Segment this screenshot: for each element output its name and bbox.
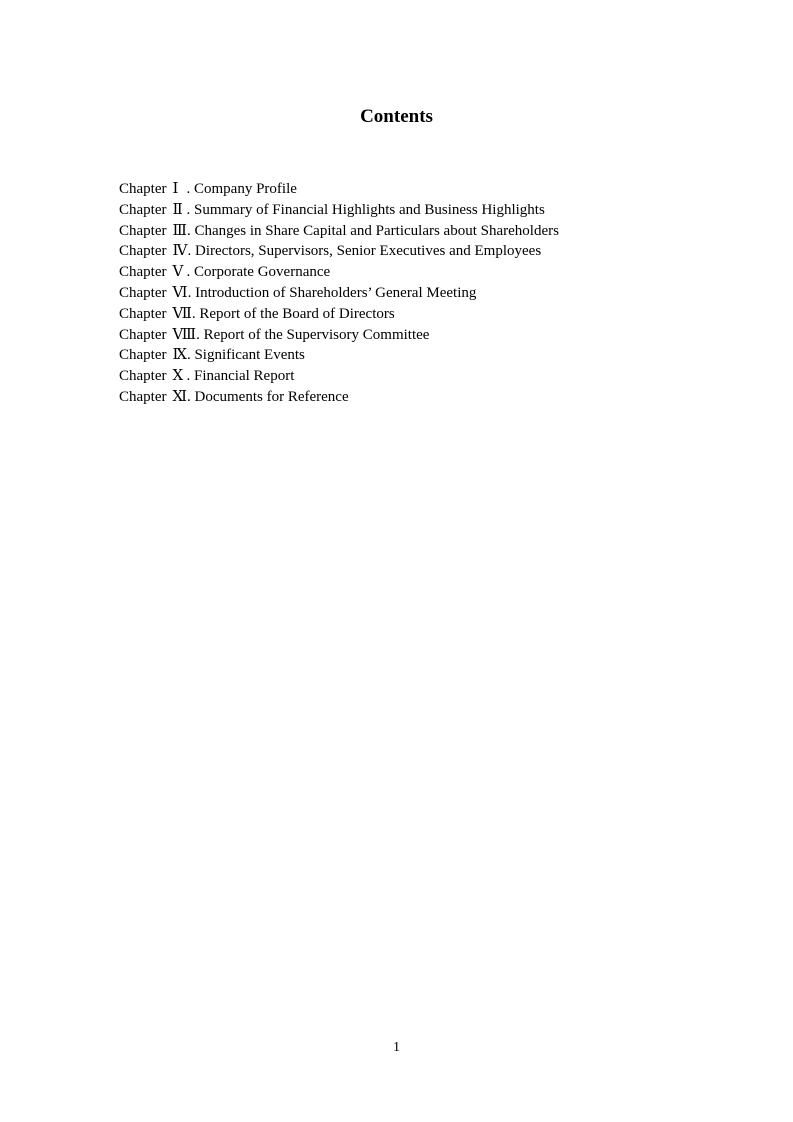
chapter-numeral: Ⅰ [172, 181, 179, 197]
chapter-prefix: Chapter [119, 347, 167, 364]
chapter-numeral: Ⅴ [172, 264, 184, 281]
chapter-prefix: Chapter [119, 201, 167, 218]
chapter-title: Significant Events [194, 347, 305, 364]
toc-item-chapter-3[interactable] [119, 221, 559, 242]
chapter-prefix: Chapter [119, 181, 167, 197]
chapter-title: Company Profile [193, 181, 297, 197]
chapter-separator: . [186, 264, 194, 281]
toc-item-chapter-7[interactable] [119, 304, 559, 325]
toc-item-chapter-6[interactable] [119, 283, 559, 304]
chapter-prefix: Chapter [119, 326, 167, 343]
chapter-title: Report of the Supervisory Committee [203, 326, 430, 343]
chapter-numeral: Ⅶ [172, 305, 192, 322]
chapter-title: Summary of Financial Highlights and Business Highlights [193, 201, 545, 218]
chapter-separator: . [187, 284, 196, 301]
chapter-prefix: Chapter [119, 305, 167, 322]
chapter-numeral: Ⅱ [172, 201, 183, 218]
chapter-prefix: Chapter [119, 388, 167, 405]
chapter-separator: . [187, 388, 195, 405]
chapter-title: Changes in Share Capital and Particulars about Shareholders [194, 222, 559, 239]
chapter-numeral: Ⅵ [172, 284, 188, 301]
toc-item-chapter-5[interactable] [119, 262, 559, 283]
chapter-numeral: Ⅸ [172, 347, 187, 364]
toc-item-chapter-4[interactable] [119, 241, 559, 262]
chapter-separator: . [186, 347, 195, 364]
page-title: Contents [360, 106, 433, 127]
page-number: 1 [393, 1040, 400, 1055]
chapter-separator: . [191, 305, 200, 322]
chapter-prefix: Chapter [119, 368, 167, 385]
chapter-numeral: Ⅳ [172, 243, 188, 260]
chapter-prefix: Chapter [119, 284, 167, 301]
toc-item-chapter-8[interactable] [119, 325, 559, 346]
chapter-separator: . [186, 368, 194, 385]
chapter-numeral: Ⅲ [172, 222, 187, 239]
chapter-prefix: Chapter [119, 243, 167, 260]
toc-item-chapter-11[interactable] [119, 387, 559, 408]
chapter-title: Documents for Reference [194, 388, 349, 405]
chapter-numeral: Ⅹ [172, 368, 184, 385]
chapter-separator: . [196, 326, 204, 343]
chapter-title: Corporate Governance [193, 264, 331, 281]
toc-item-chapter-2[interactable] [119, 200, 559, 221]
toc-item-chapter-9[interactable] [119, 345, 559, 366]
chapter-separator: . [186, 222, 195, 239]
chapter-title: Directors, Supervisors, Senior Executives and Employees [194, 243, 542, 260]
toc-item-chapter-10[interactable] [119, 366, 559, 387]
table-of-contents [119, 179, 559, 408]
chapter-separator: . [187, 243, 195, 260]
toc-item-chapter-1[interactable] [119, 179, 559, 200]
chapter-title: Financial Report [193, 368, 295, 385]
chapter-prefix: Chapter [119, 264, 167, 281]
chapter-separator: . [186, 181, 194, 197]
chapter-title: Introduction of Shareholders’ General Meeting [195, 284, 477, 301]
chapter-separator: . [186, 201, 194, 218]
chapter-title: Report of the Board of Directors [199, 305, 395, 322]
chapter-prefix: Chapter [119, 222, 167, 239]
chapter-numeral: Ⅷ [172, 326, 197, 343]
chapter-numeral: Ⅺ [172, 388, 188, 405]
